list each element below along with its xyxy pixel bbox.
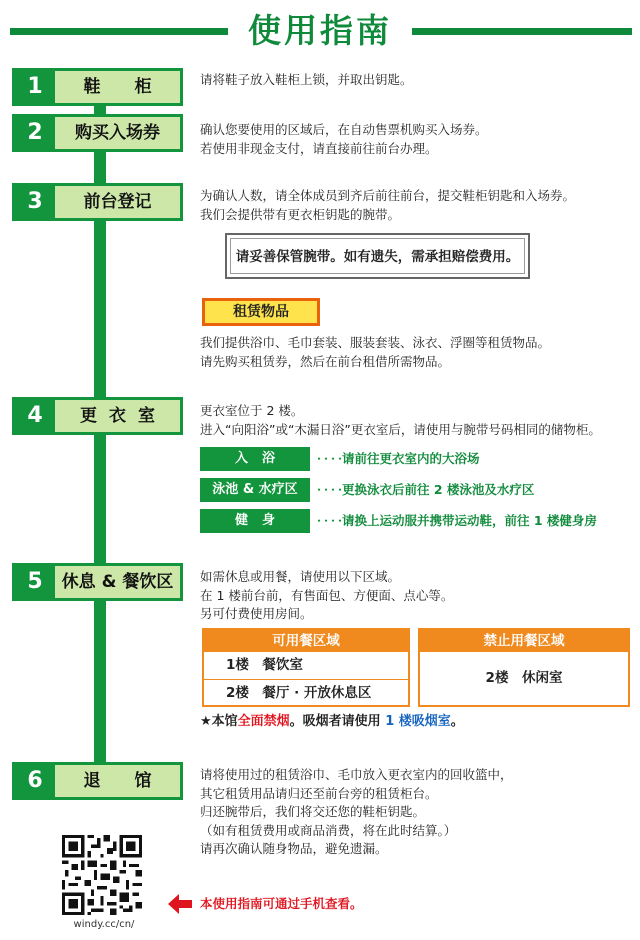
route-dots: ････ <box>316 514 345 528</box>
step-2-buy-ticket <box>12 114 183 152</box>
route-pool-spa <box>200 478 630 502</box>
smoke-suffix: 。 <box>450 714 464 729</box>
text-line: 如需休息或用餐，请使用以下区域。 <box>200 569 401 584</box>
route-dots: ････ <box>316 452 345 466</box>
step-5-text <box>200 568 630 624</box>
step-6-text <box>200 766 630 859</box>
route-label: 泳池 & 水疗区 <box>200 478 310 502</box>
step-label: 退 馆 <box>83 771 152 791</box>
step-number: 4 <box>15 400 55 432</box>
smoking-room: 1 楼吸烟室 <box>385 714 451 729</box>
text-line: 归还腕带后，我们将交还您的鞋柜钥匙。 <box>200 804 426 819</box>
forbidden-dining-table <box>418 628 630 707</box>
qr-url: windy.cc/cn/ <box>73 919 135 930</box>
text-line: 我们提供浴巾、毛巾套装、服装套装、泳衣、浮圈等租赁物品。 <box>200 335 551 350</box>
route-desc: 请前往更衣室内的大浴场 <box>342 451 480 466</box>
step-3-front-desk <box>12 183 183 221</box>
text-line: 其它租赁用品请归还至前台旁的租赁柜台。 <box>200 785 438 801</box>
text-line: 请将鞋子放入鞋柜上锁，并取出钥匙。 <box>200 72 413 87</box>
text-line: 更衣室位于 2 楼。 <box>200 403 304 418</box>
text-line: 若使用非现金支付，请直接前往前台办理。 <box>200 140 438 156</box>
route-bath <box>200 447 630 471</box>
arrow-left-icon <box>168 894 192 914</box>
text-line: 请再次确认随身物品，避免遗漏。 <box>200 841 388 856</box>
smoke-mid: 。吸烟者请使用 <box>289 714 386 729</box>
route-label: 入浴 <box>200 447 310 471</box>
step-number: 1 <box>15 71 55 103</box>
step-5-rest-dining <box>12 563 183 601</box>
step-label: 购买入场券 <box>75 123 160 143</box>
route-desc: 请换上运动服并携带运动鞋，前往 1 楼健身房 <box>342 513 597 528</box>
title-rule-left <box>10 28 228 35</box>
step-6-checkout <box>12 762 183 800</box>
allowed-dining-table <box>202 628 410 707</box>
allowed-dining-title: 可用餐区域 <box>204 630 408 652</box>
text-line: 请将使用过的租赁浴巾、毛巾放入更衣室内的回收篮中， <box>200 767 513 782</box>
step-number: 6 <box>15 765 55 797</box>
step-2-text <box>200 121 630 158</box>
text-line: （如有租赁费用或商品消费，将在此时结算。） <box>200 822 457 838</box>
text-line: 进入“向阳浴”或“木漏日浴”更衣室后，请使用与腕带号码相同的储物柜。 <box>200 421 601 437</box>
route-dots: ････ <box>316 483 345 497</box>
text-line: 确认您要使用的区域后，在自动售票机购买入场券。 <box>200 122 488 137</box>
step-label: 休息 & 餐饮区 <box>61 572 174 592</box>
step-number: 5 <box>15 566 55 598</box>
allowed-dining-row: 2楼 餐厅 · 开放休息区 <box>204 679 408 706</box>
text-line: 在 1 楼前台前，有售面包、方便面、点心等。 <box>200 587 454 603</box>
step-1-text <box>200 71 630 90</box>
title-rule-right <box>412 28 632 35</box>
smoke-ban: 全面禁烟 <box>237 714 290 729</box>
text-line: 为确认人数，请全体成员到齐后前往前台，提交鞋柜钥匙和入场券。 <box>200 188 576 203</box>
text-line: 另可付费使用房间。 <box>200 606 313 621</box>
no-smoking-note <box>200 712 464 732</box>
forbidden-dining-title: 禁止用餐区域 <box>420 630 628 652</box>
route-fitness <box>200 509 630 533</box>
page-title: 使用指南 <box>248 11 392 50</box>
phone-view-note: 本使用指南可通过手机查看。 <box>200 896 363 911</box>
step-3-text <box>200 187 630 224</box>
route-desc: 更换泳衣后前往 2 楼泳池及水疗区 <box>342 482 535 497</box>
forbidden-dining-row: 2楼 休闲室 <box>485 670 563 686</box>
step-label: 鞋 柜 <box>83 77 152 97</box>
step-1-shoe-locker <box>12 68 183 106</box>
smoke-prefix: ★本馆 <box>200 714 238 729</box>
rental-items-badge: 租赁物品 <box>202 298 320 326</box>
step-number: 3 <box>15 186 55 218</box>
rental-text <box>200 334 630 371</box>
route-label: 健身 <box>200 509 310 533</box>
step-label: 前台登记 <box>83 192 152 212</box>
wristband-notice <box>225 233 530 279</box>
step-number: 2 <box>15 117 55 149</box>
step-label: 更衣室 <box>80 406 167 426</box>
wristband-notice-text: 请妥善保管腕带。如有遗失，需承担赔偿费用。 <box>230 238 525 274</box>
step-4-text <box>200 402 630 439</box>
allowed-dining-row: 1楼 餐饮室 <box>226 657 303 673</box>
text-line: 请先购买租赁券，然后在前台租借所需物品。 <box>200 353 451 369</box>
qr-code-icon[interactable] <box>62 835 142 915</box>
text-line: 我们会提供带有更衣柜钥匙的腕带。 <box>200 206 401 222</box>
step-4-locker-room <box>12 397 183 435</box>
